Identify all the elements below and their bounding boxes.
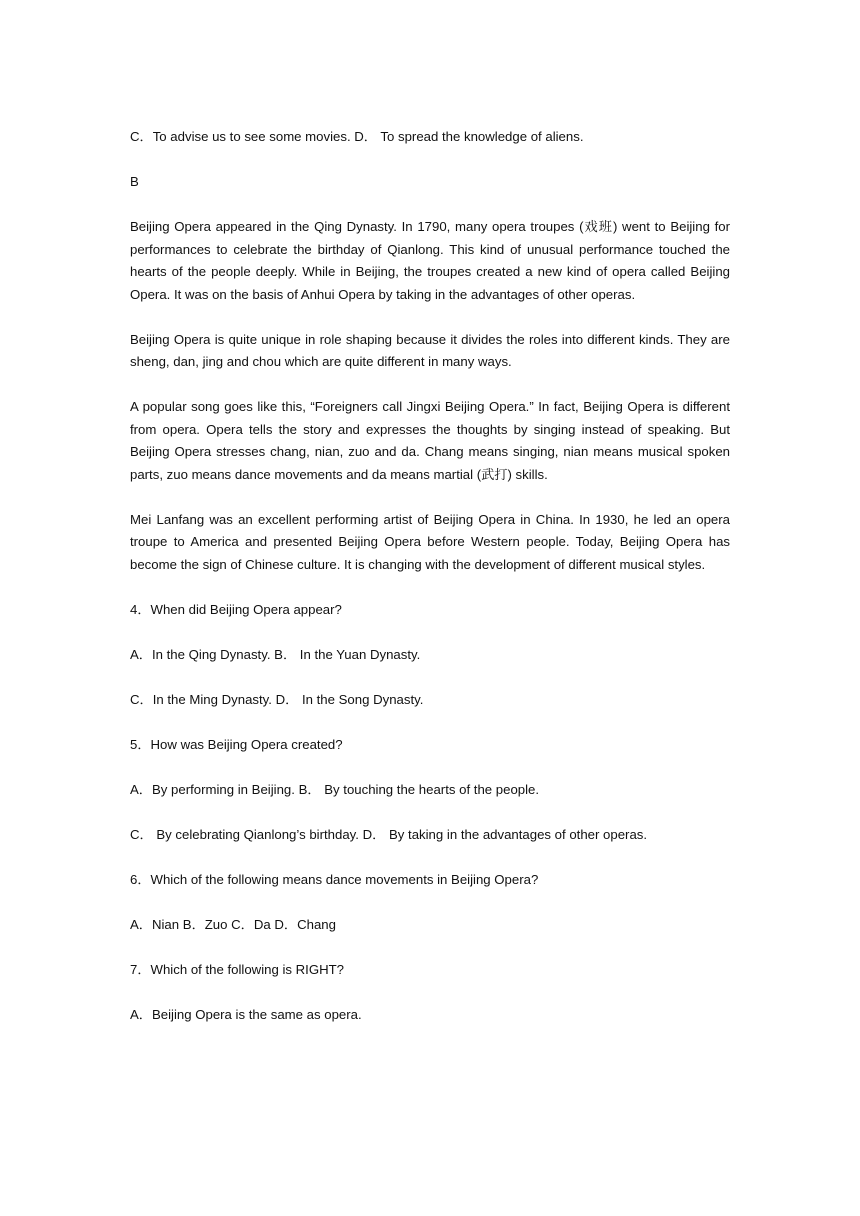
passage-paragraph-3: A popular song goes like this, “Foreigners call Jingxi Beijing Opera.” In fact, Beijing Opera is different from opera. Opera tells the story and expresses the thoughts by singing instead of speaking. But Beijing Opera stresses chang, nian, zuo and da. Chang means singing, nian means musical spoken parts, zuo means dance movements and da means martial (武打) skills. [130,399,730,482]
document-page [130,126,730,1026]
question-6: 6．Which of the following means dance movements in Beijing Opera? [130,871,539,887]
question-5-options-c-d: C． By celebrating Qianlong’s birthday. D． By taking in the advantages of other operas. [130,826,648,842]
question-4-options-a-b: A．In the Qing Dynasty. B． In the Yuan Dynasty. [130,646,421,662]
question-5: 5．How was Beijing Opera created? [130,736,343,752]
question-5-options-a-b: A．By performing in Beijing. B． By touching the hearts of the people. [130,781,540,797]
passage-paragraph-2: Beijing Opera is quite unique in role shaping because it divides the roles into different kinds. They are sheng, dan, jing and chou which are quite different in many ways. [130,331,730,369]
question-6-options: A．Nian B．Zuo C．Da D．Chang [130,916,336,932]
passage-paragraph-1: Beijing Opera appeared in the Qing Dynasty. In 1790, many opera troupes (戏班) went to Beijing for performances to celebrate the birthday of Qianlong. This kind of unusual performance touched the hearts of the people deeply. While in Beijing, the troupes created a new kind of opera called Beijing Opera. It was on the basis of Anhui Opera by taking in the advantages of other operas. [130,219,730,302]
passage-paragraph-4: Mei Lanfang was an excellent performing artist of Beijing Opera in China. In 1930, he led an opera troupe to America and presented Beijing Opera before Western people. Today, Beijing Opera has become the sign of Chinese culture. It is changing with the development of different musical styles. [130,511,730,572]
previous-question-options-c-d: C．To advise us to see some movies. D． To spread the knowledge of aliens. [130,129,584,144]
question-7: 7．Which of the following is RIGHT? [130,961,345,977]
question-4: 4．When did Beijing Opera appear? [130,601,342,617]
section-label: B [130,174,139,189]
question-7-option-a: A．Beijing Opera is the same as opera. [130,1006,362,1022]
question-4-options-c-d: C．In the Ming Dynasty. D． In the Song Dynasty. [130,691,424,707]
